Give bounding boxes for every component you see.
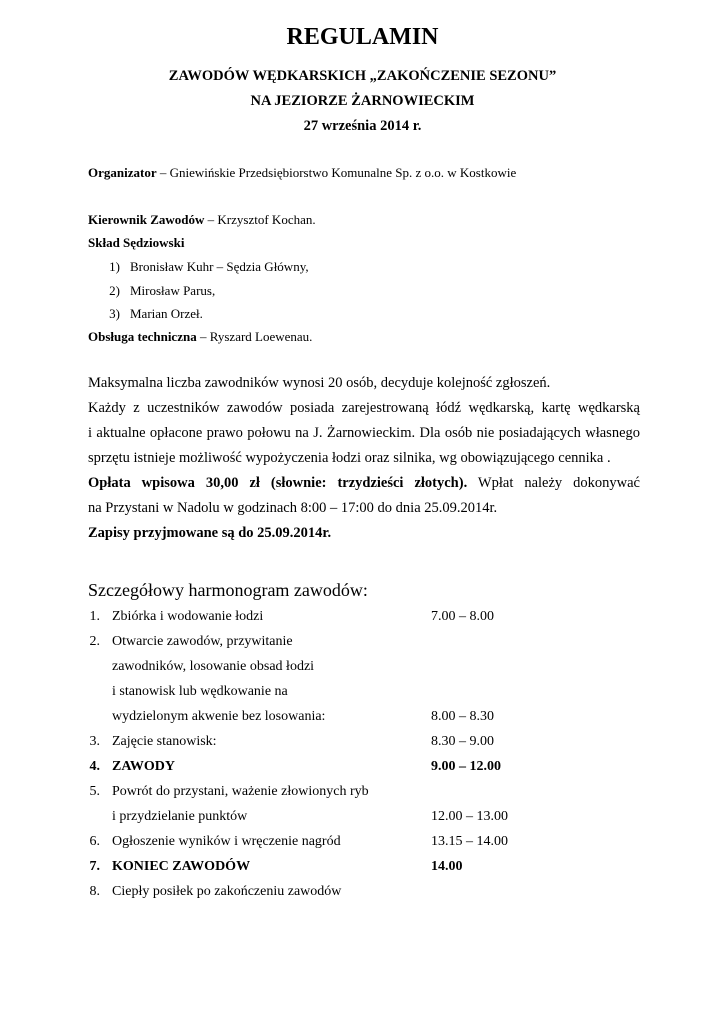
- paragraph-line-6: na Przystani w Nadolu w godzinach 8:00 – 17:00 do dnia 25.09.2014r.: [88, 500, 498, 516]
- schedule-time: 8.30 – 9.00: [431, 734, 494, 749]
- fee-rest: Wpłat należy dokonywać: [467, 475, 640, 491]
- schedule-text: i stanowisk lub wędkowanie na: [112, 684, 288, 699]
- schedule-text: ZAWODY: [112, 759, 176, 774]
- technical-line: [88, 329, 312, 345]
- manager-line: [88, 212, 316, 228]
- organizer-text: – Gniewińskie Przedsiębiorstwo Komunalne Sp. z o.o. w Kostkowie: [156, 165, 517, 180]
- schedule-text: zawodników, losowanie obsad łodzi: [112, 659, 315, 674]
- schedule-number: 5.: [89, 784, 100, 799]
- schedule-text: Ogłoszenie wyników i wręczenie nagród: [112, 834, 341, 849]
- schedule-time: 9.00 – 12.00: [431, 759, 501, 774]
- schedule-number: 2.: [89, 634, 100, 649]
- schedule-number: 8.: [89, 884, 100, 899]
- subtitle-line-1: ZAWODÓW WĘDKARSKICH „ZAKOŃCZENIE SEZONU”: [168, 68, 557, 84]
- schedule-number: 7.: [89, 859, 100, 874]
- schedule-heading: Szczegółowy harmonogram zawodów:: [88, 580, 368, 600]
- schedule-text: i przydzielanie punktów: [112, 809, 248, 824]
- schedule-time: 8.00 – 8.30: [431, 709, 494, 724]
- judge-name: Marian Orzeł.: [130, 306, 203, 321]
- paragraph-line-2: Każdy z uczestników zawodów posiada zarejestrowaną łódź wędkarską, kartę wędkarską: [88, 400, 640, 416]
- judge-number: 2): [109, 283, 120, 298]
- schedule-number: 6.: [89, 834, 100, 849]
- schedule-time: 14.00: [431, 859, 463, 874]
- subtitle-line-2: NA JEZIORZE ŻARNOWIECKIM: [250, 93, 475, 109]
- technical-label: Obsługa techniczna: [88, 329, 197, 344]
- judge-number: 3): [109, 306, 120, 321]
- schedule-text: Powrót do przystani, ważenie złowionych ryb: [112, 784, 369, 799]
- document-title: REGULAMIN: [286, 24, 439, 50]
- fee-line: [88, 475, 640, 492]
- event-date: 27 września 2014 r.: [303, 118, 422, 134]
- judge-name: Bronisław Kuhr – Sędzia Główny,: [130, 259, 309, 274]
- schedule-text: Zajęcie stanowisk:: [112, 734, 217, 749]
- judges-heading: Skład Sędziowski: [88, 235, 185, 250]
- schedule-number: 1.: [89, 609, 100, 624]
- technical-text: – Ryszard Loewenau.: [196, 329, 313, 344]
- manager-text: – Krzysztof Kochan.: [204, 212, 316, 227]
- schedule-text: wydzielonym akwenie bez losowania:: [112, 709, 326, 724]
- schedule-text: Ciepły posiłek po zakończeniu zawodów: [112, 884, 342, 899]
- schedule-number: 4.: [89, 759, 100, 774]
- organizer-label: Organizator: [88, 165, 157, 180]
- registration-line: Zapisy przyjmowane są do 25.09.2014r.: [88, 525, 332, 541]
- judge-number: 1): [109, 259, 120, 274]
- organizer-line: [88, 165, 516, 181]
- schedule-time: 7.00 – 8.00: [431, 609, 494, 624]
- schedule-text: Otwarcie zawodów, przywitanie: [112, 634, 293, 649]
- judge-name: Mirosław Parus,: [130, 283, 216, 298]
- paragraph-line-1: Maksymalna liczba zawodników wynosi 20 osób, decyduje kolejność zgłoszeń.: [88, 375, 551, 391]
- paragraph-line-4: sprzętu istnieje możliwość wypożyczenia łodzi oraz silnika, wg obowiązującego cennika .: [88, 450, 611, 466]
- schedule-time: 13.15 – 14.00: [431, 834, 508, 849]
- schedule-text: KONIEC ZAWODÓW: [112, 859, 251, 874]
- schedule-number: 3.: [89, 734, 100, 749]
- paragraph-line-3: i aktualne opłacone prawo połowu na J. Żarnowieckim. Dla osób nie posiadających własnego: [88, 425, 640, 441]
- schedule-time: 12.00 – 13.00: [431, 809, 508, 824]
- fee-bold: Opłata wpisowa 30,00 zł (słownie: trzydzieści złotych).: [88, 475, 468, 491]
- schedule-text: Zbiórka i wodowanie łodzi: [112, 609, 264, 624]
- manager-label: Kierownik Zawodów: [88, 212, 205, 227]
